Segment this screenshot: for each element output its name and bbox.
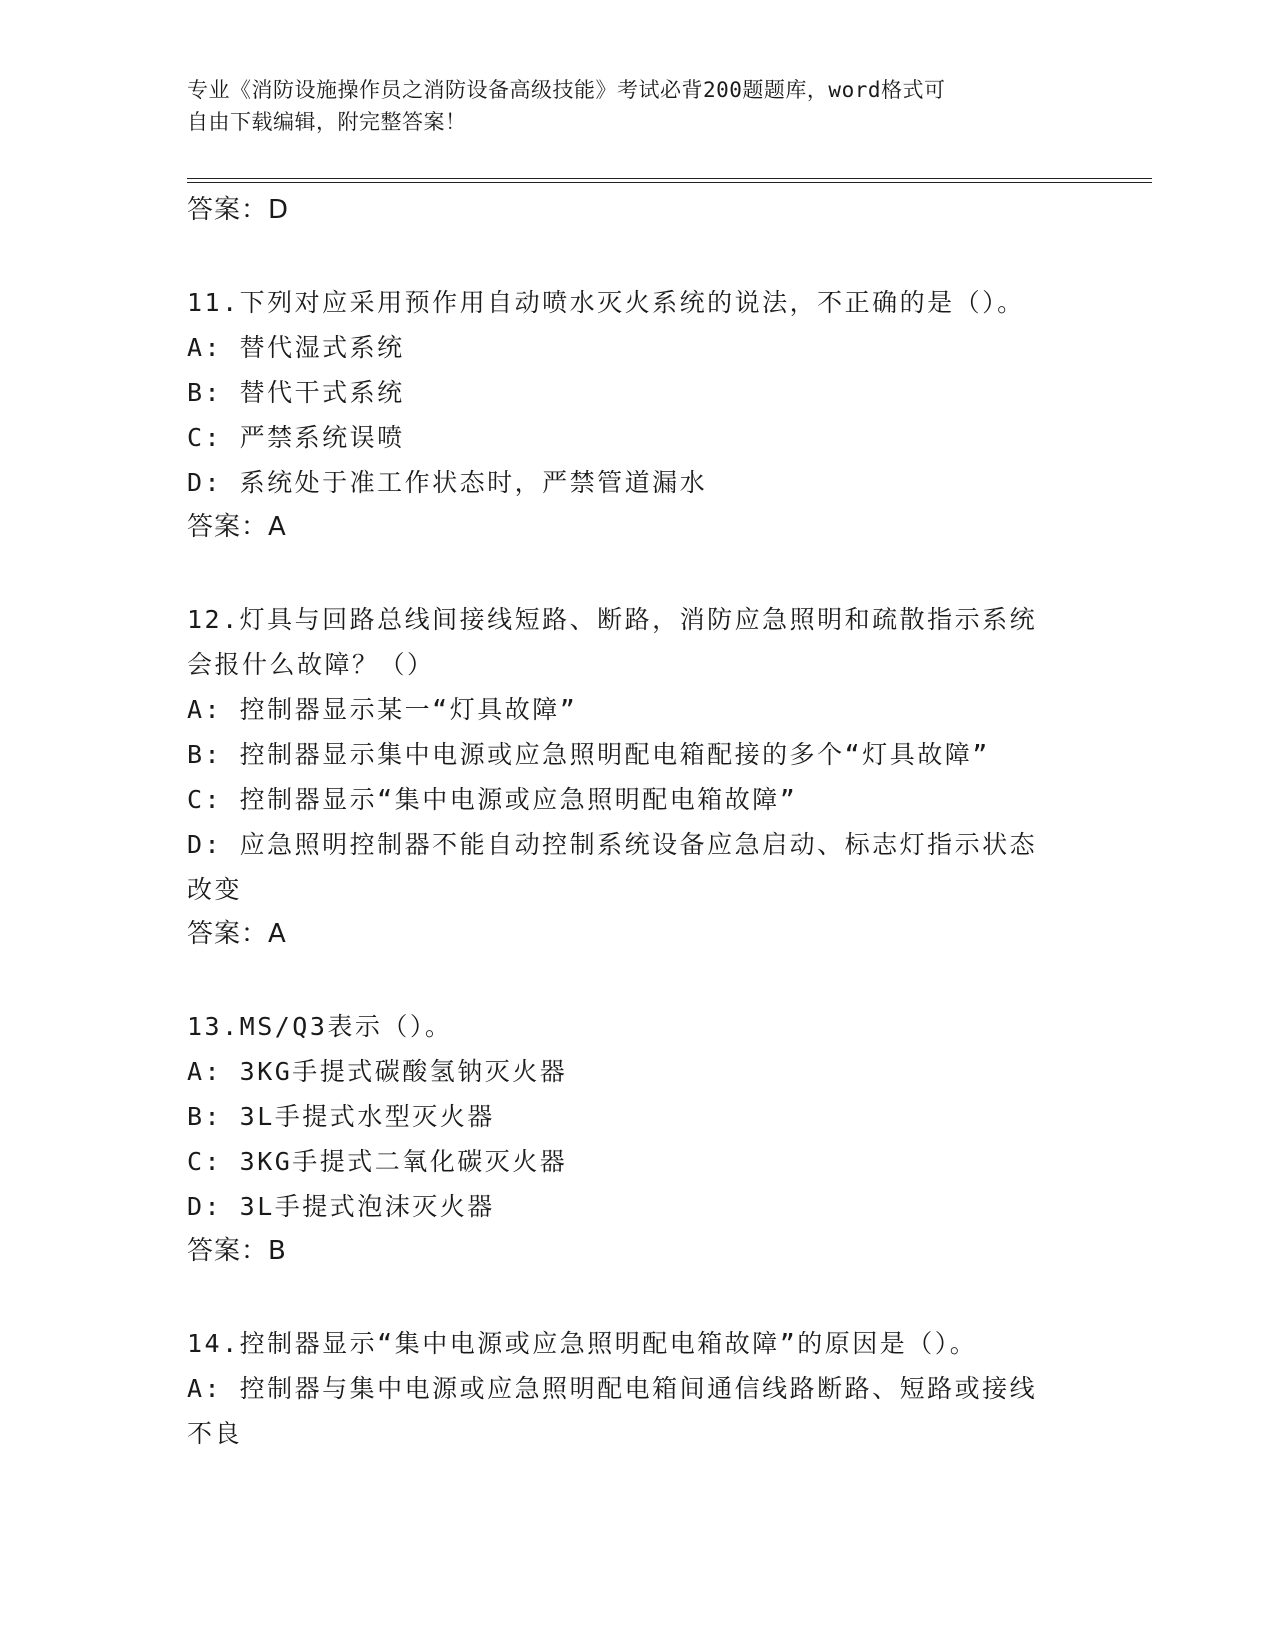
- question-13-option-c: C: 3KG手提式二氧化碳灭火器: [187, 1147, 568, 1176]
- answer-10: 答案：D: [187, 195, 290, 225]
- question-11-answer: 答案：A: [187, 512, 287, 542]
- question-11-text: 11.下列对应采用预作用自动喷水灭火系统的说法，不正确的是（）。: [187, 288, 1025, 317]
- question-12-option-d-line-2: 改变: [187, 875, 243, 904]
- question-11-option-b: B: 替代干式系统: [187, 378, 405, 407]
- question-12-text-line-2: 会报什么故障？（）: [187, 650, 435, 679]
- question-13-option-a: A: 3KG手提式碳酸氢钠灭火器: [187, 1057, 568, 1086]
- header-line-2: 自由下载编辑，附完整答案！: [187, 110, 467, 134]
- question-14: [187, 1321, 1087, 1456]
- document-header: [187, 74, 1087, 138]
- question-11-option-d: D: 系统处于准工作状态时，严禁管道漏水: [187, 468, 708, 497]
- spacer: [187, 550, 1087, 597]
- question-12-option-d-line-1: D: 应急照明控制器不能自动控制系统设备应急启动、标志灯指示状态: [187, 830, 1038, 859]
- header-line-1: 专业《消防设施操作员之消防设备高级技能》考试必背200题题库，word格式可: [187, 78, 946, 102]
- question-13-option-b: B: 3L手提式水型灭火器: [187, 1102, 495, 1131]
- spacer: [187, 233, 1087, 280]
- question-12-text-line-1: 12.灯具与回路总线间接线短路、断路，消防应急照明和疏散指示系统: [187, 605, 1038, 634]
- question-14-text: 14.控制器显示“集中电源或应急照明配电箱故障”的原因是（）。: [187, 1329, 978, 1358]
- question-11: [187, 280, 1087, 550]
- header-divider-bottom: [187, 182, 1152, 183]
- question-11-option-c: C: 严禁系统误喷: [187, 423, 405, 452]
- spacer: [187, 957, 1087, 1004]
- question-13: [187, 1004, 1087, 1274]
- question-13-answer: 答案：B: [187, 1236, 287, 1266]
- question-14-option-a-line-1: A: 控制器与集中电源或应急照明配电箱间通信线路断路、短路或接线: [187, 1374, 1038, 1403]
- header-divider-top: [187, 178, 1152, 179]
- question-12-answer: 答案：A: [187, 919, 287, 949]
- spacer: [187, 1274, 1087, 1321]
- question-12-option-c: C: 控制器显示“集中电源或应急照明配电箱故障”: [187, 785, 798, 814]
- question-11-option-a: A: 替代湿式系统: [187, 333, 405, 362]
- question-12-option-a: A: 控制器显示某一“灯具故障”: [187, 695, 578, 724]
- question-13-option-d: D: 3L手提式泡沫灭火器: [187, 1192, 495, 1221]
- question-13-text: 13.MS/Q3表示（）。: [187, 1012, 453, 1041]
- question-12-option-b: B: 控制器显示集中电源或应急照明配电箱配接的多个“灯具故障”: [187, 740, 990, 769]
- question-12: [187, 597, 1087, 957]
- question-14-option-a-line-2: 不良: [187, 1419, 243, 1448]
- question-list: [187, 188, 1087, 1456]
